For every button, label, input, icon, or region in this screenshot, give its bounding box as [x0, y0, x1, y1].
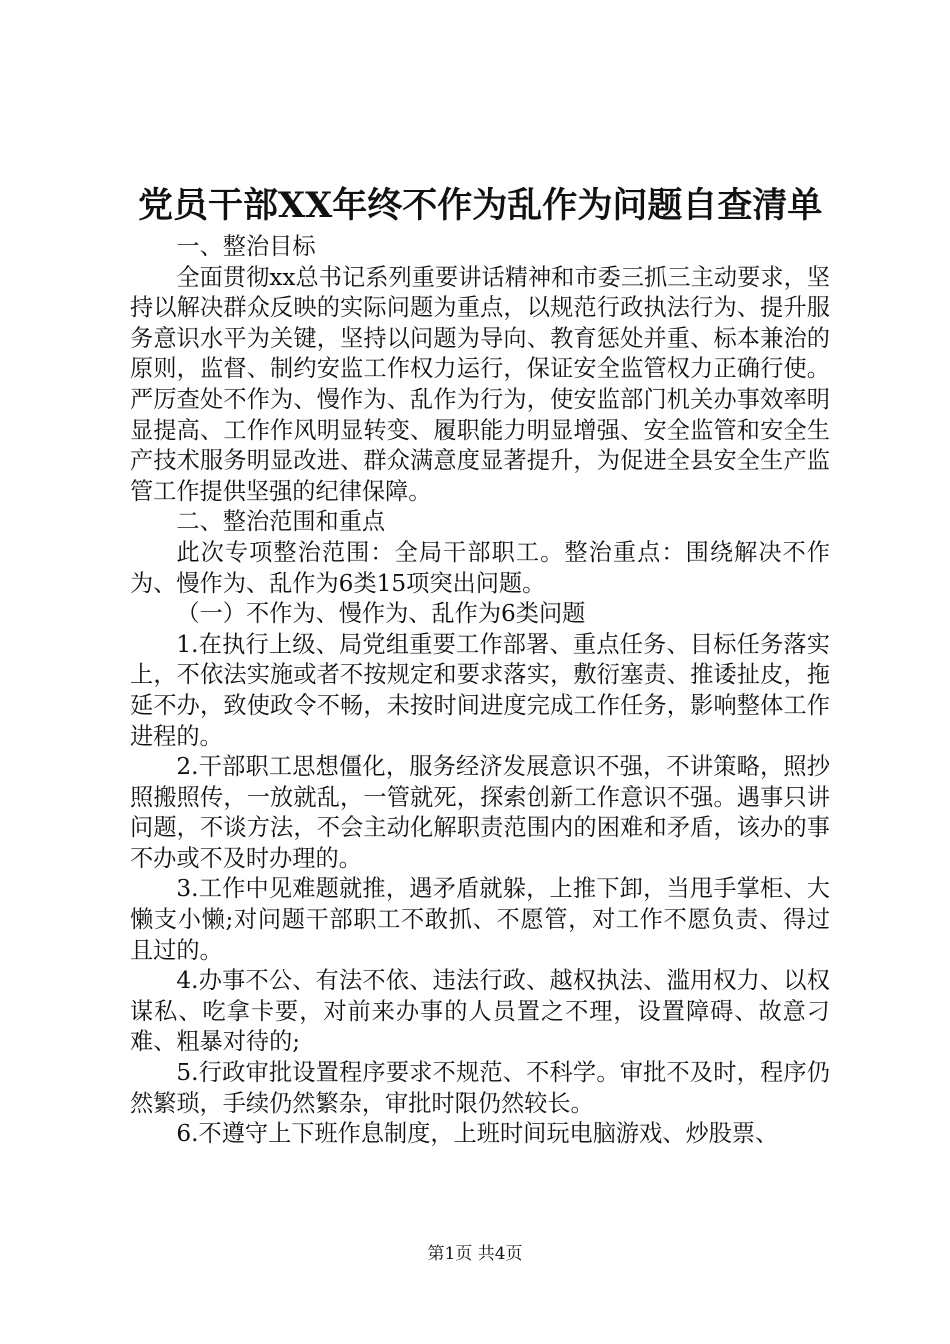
paragraph-goal: 全面贯彻xx总书记系列重要讲话精神和市委三抓三主动要求，坚持以解决群众反映的实际问题为重点，以规范行政执法行为、提升服务意识水平为关键，坚持以问题为导向、教育惩处并重、标本兼治的原则，监督、制约安监工作权力运行，保证安全监管权力正确行使。严厉查处不作为、慢作为、乱作为行为，使安监部门机关办事效率明显提高、工作作风明显转变、履职能力明显增强、安全监管和安全生产技术服务明显改进、群众满意度显著提升，为促进全县安全生产监管工作提供坚强的纪律保障。 — [130, 263, 830, 505]
paragraph-scope: 此次专项整治范围：全局干部职工。整治重点：围绕解决不作为、慢作为、乱作为6类15项突出问题。 — [130, 538, 830, 597]
list-item-3: 3.工作中见难题就推，遇矛盾就躲，上推下卸，当甩手掌柜、大懒支小懒;对问题干部职工不敢抓、不愿管，对工作不愿负责、得过且过的。 — [130, 875, 830, 964]
section-heading-scope: 二、整治范围和重点 — [176, 508, 386, 536]
list-item-4: 4.办事不公、有法不依、违法行政、越权执法、滥用权力、以权谋私、吃拿卡要，对前来办事的人员置之不理，设置障碍、故意刁难、粗暴对待的; — [130, 967, 830, 1056]
section-heading-goal: 一、整治目标 — [176, 233, 316, 260]
document-title: 党员干部XX年终不作为乱作为问题自查清单 — [138, 185, 823, 226]
list-item-2: 2.干部职工思想僵化，服务经济发展意识不强，不讲策略，照抄照搬照传，一放就乱，一管就死，探索创新工作意识不强。遇事只讲问题，不谈方法，不会主动化解职责范围内的困难和矛盾，该办的事不办或不及时办理的。 — [130, 753, 830, 872]
list-item-6: 6.不遵守上下班作息制度，上班时间玩电脑游戏、炒股票、 — [176, 1120, 779, 1148]
page-footer: 第1页 共4页 — [427, 1244, 523, 1264]
list-item-5: 5.行政审批设置程序要求不规范、不科学。审批不及时，程序仍然繁琐，手续仍然繁杂，审批时限仍然较长。 — [130, 1059, 830, 1117]
subsection-heading: （一）不作为、慢作为、乱作为6类问题 — [176, 600, 586, 628]
list-item-1: 1.在执行上级、局党组重要工作部署、重点任务、目标任务落实上，不依法实施或者不按规定和要求落实，敷衍塞责、推诿扯皮，拖延不办，致使政令不畅，未按时间进度完成工作任务，影响整体工作进程的。 — [130, 630, 830, 750]
document-page — [130, 180, 830, 1150]
document-body — [130, 232, 830, 1150]
